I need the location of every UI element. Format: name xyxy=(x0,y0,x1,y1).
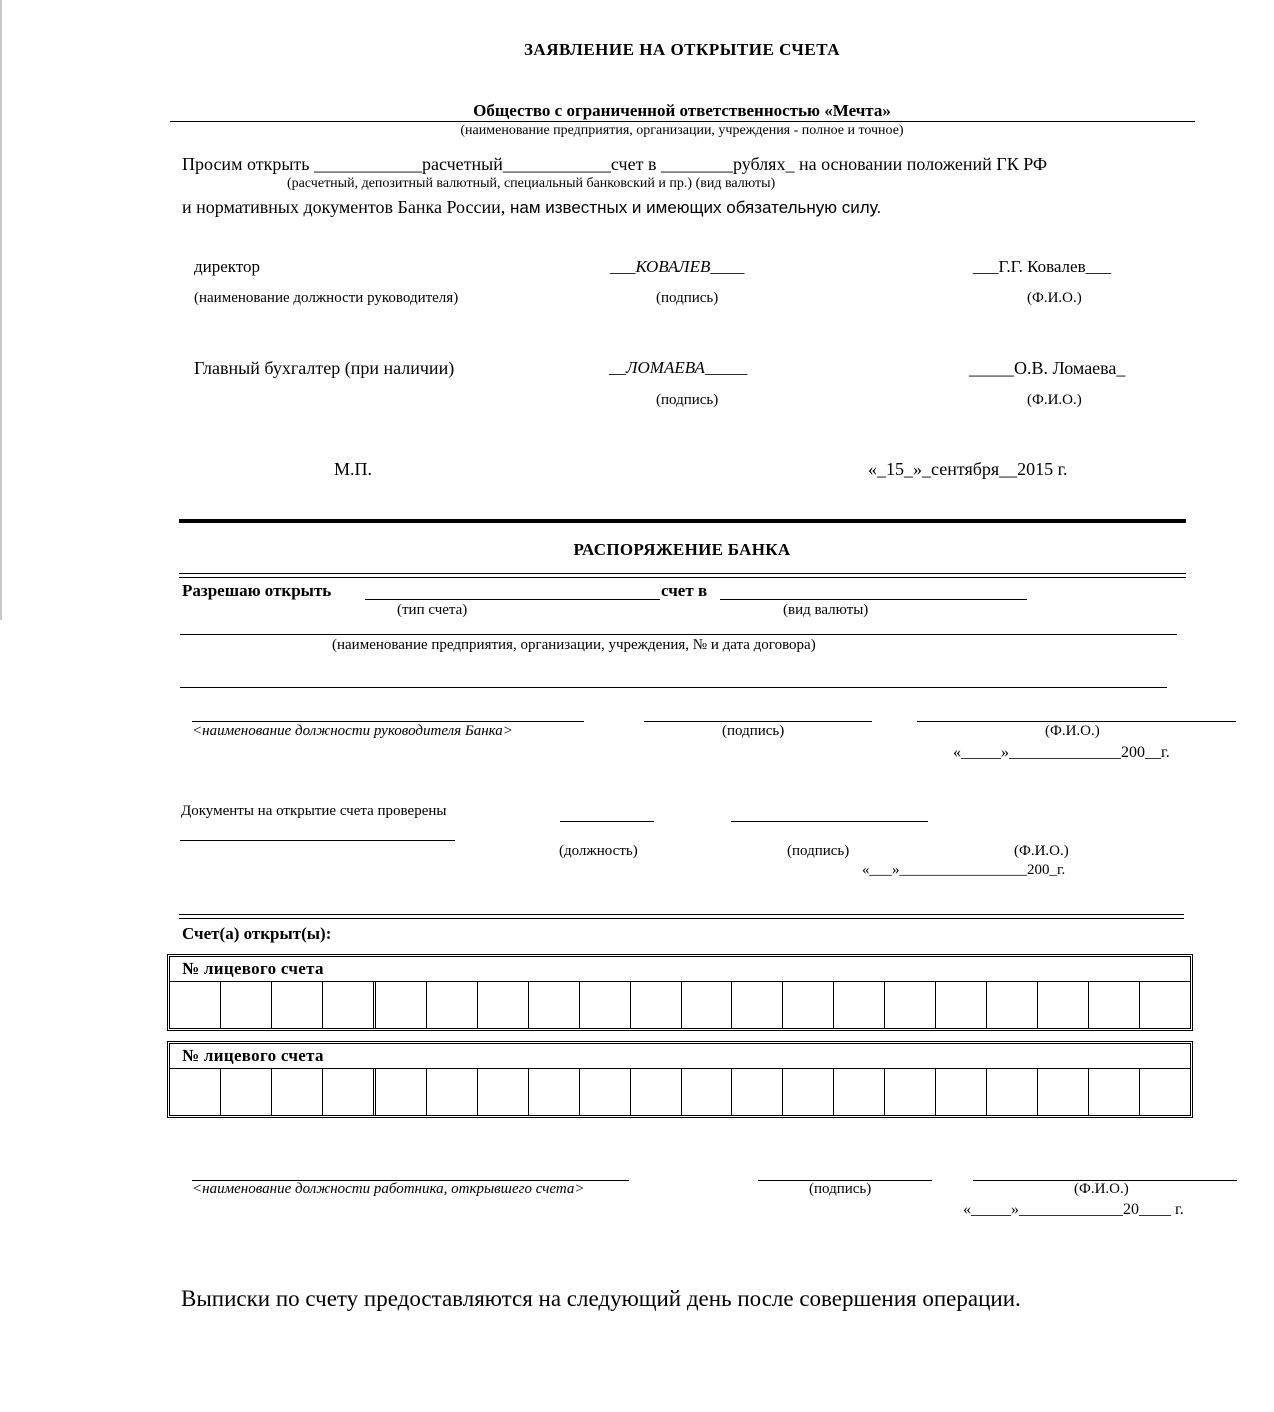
account-digit-cell[interactable] xyxy=(783,982,834,1028)
account-digit-cell[interactable] xyxy=(272,982,323,1028)
account-digit-cell[interactable] xyxy=(732,982,783,1028)
accountant-position[interactable]: Главный бухгалтер (при наличии) xyxy=(194,358,455,378)
account-digit-cell[interactable] xyxy=(376,982,427,1028)
accounts-divider xyxy=(179,914,1184,919)
director-name-hint: (Ф.И.О.) xyxy=(1027,290,1082,306)
account-digit-cell[interactable] xyxy=(1038,1069,1089,1115)
bank-manager-signature-hint: (подпись) xyxy=(722,723,785,739)
account-type-hint: (тип счета) xyxy=(397,602,468,618)
director-signature-value: КОВАЛЕВ xyxy=(635,257,711,276)
director-signature-pre: ___ xyxy=(610,257,636,276)
organization-underline xyxy=(170,121,1195,122)
bank-manager-position-hint: <наименование должности руководителя Банка> xyxy=(192,723,513,739)
account-digit-cell[interactable] xyxy=(221,982,272,1028)
account-digit-cell[interactable] xyxy=(478,1069,529,1115)
account-digit-cell[interactable] xyxy=(885,982,936,1028)
employee-signature-hint: (подпись) xyxy=(809,1181,872,1197)
request-blank-1[interactable]: ____________ xyxy=(314,154,423,174)
request-suffix: на основании положений ГК РФ xyxy=(798,154,1048,174)
employee-date[interactable]: «_____»_____________20____ г. xyxy=(963,1201,1184,1218)
accounts-opened-label: Счет(а) открыт(ы): xyxy=(182,924,332,943)
account-digit-cell[interactable] xyxy=(323,1069,376,1115)
request-hint: (расчетный, депозитный валютный, специальный банковский и пр.) (вид валюты) xyxy=(287,176,776,191)
account-digit-cell[interactable] xyxy=(987,1069,1038,1115)
account-digit-cell[interactable] xyxy=(427,982,478,1028)
extra-field-line[interactable] xyxy=(180,687,1167,688)
request-account-type[interactable]: расчетный xyxy=(422,154,503,174)
documents-signature-field[interactable] xyxy=(731,821,928,822)
bank-order-divider xyxy=(179,573,1186,578)
director-signature-post: ____ xyxy=(710,257,745,276)
accountant-signature[interactable] xyxy=(609,358,747,378)
organization-hint: (наименование предприятия, организации, учреждения - полное и точное) xyxy=(460,123,904,138)
document-title: ЗАЯВЛЕНИЕ НА ОТКРЫТИЕ СЧЕТА xyxy=(523,40,841,59)
bank-order-date[interactable]: «_____»______________200__г. xyxy=(953,744,1170,761)
account-digit-cell[interactable] xyxy=(323,982,376,1028)
documents-position-field[interactable] xyxy=(560,821,654,822)
permit-middle: счет в xyxy=(661,581,708,600)
account-digit-cell[interactable] xyxy=(834,1069,885,1115)
director-signature-hint: (подпись) xyxy=(656,290,719,306)
account-digit-cell[interactable] xyxy=(580,1069,631,1115)
request-account-in: счет в xyxy=(610,154,657,174)
documents-name-hint: (Ф.И.О.) xyxy=(1014,843,1069,859)
accountant-name[interactable]: _____О.В. Ломаева_ xyxy=(969,358,1126,378)
account-digit-cell[interactable] xyxy=(1140,1069,1190,1115)
section-divider-thick xyxy=(179,519,1186,523)
request-prefix: Просим открыть xyxy=(182,154,310,174)
account-digit-cell[interactable] xyxy=(987,982,1038,1028)
director-position-hint: (наименование должности руководителя) xyxy=(194,290,459,306)
documents-checked-label: Документы на открытие счета проверены xyxy=(181,803,447,819)
account-digit-cell[interactable] xyxy=(1140,982,1190,1028)
account-number-header: № лицевого счета xyxy=(170,957,1190,982)
account-digit-cell[interactable] xyxy=(631,982,682,1028)
page-edge-line xyxy=(0,0,2,620)
accountant-signature-post: _____ xyxy=(704,358,748,377)
request-currency[interactable]: рублях_ xyxy=(732,154,795,174)
stamp-label: М.П. xyxy=(334,459,373,479)
request-blank-2[interactable]: ____________ xyxy=(502,154,611,174)
account-digit-cell[interactable] xyxy=(272,1069,323,1115)
accountant-name-hint: (Ф.И.О.) xyxy=(1027,392,1082,408)
account-digit-cell[interactable] xyxy=(834,982,885,1028)
director-name[interactable]: ___Г.Г. Ковалев___ xyxy=(973,257,1112,276)
organization-contract-hint: (наименование предприятия, организации, учреждения, № и дата договора) xyxy=(332,637,816,653)
account-digit-cell[interactable] xyxy=(170,982,221,1028)
request-line xyxy=(182,154,1047,175)
account-digit-cell[interactable] xyxy=(1089,982,1140,1028)
request-line-2-serif: и нормативных документов Банка России, xyxy=(182,197,506,217)
currency-hint: (вид валюты) xyxy=(783,602,869,618)
request-blank-3[interactable]: ________ xyxy=(660,154,733,174)
request-line-2-sans: нам известных и имеющих обязательную силу. xyxy=(505,198,882,217)
account-digit-cell[interactable] xyxy=(221,1069,272,1115)
accountant-signature-hint: (подпись) xyxy=(656,392,719,408)
director-signature[interactable] xyxy=(610,257,744,277)
bank-manager-signature-field[interactable] xyxy=(644,721,872,722)
account-digit-cell[interactable] xyxy=(936,982,987,1028)
account-digit-cell[interactable] xyxy=(529,1069,580,1115)
account-digit-cell[interactable] xyxy=(885,1069,936,1115)
documents-extra-field[interactable] xyxy=(180,840,455,841)
permit-account-type-field[interactable] xyxy=(365,599,660,600)
account-digit-cell[interactable] xyxy=(631,1069,682,1115)
employee-position-hint: <наименование должности работника, открывшего счета> xyxy=(192,1181,585,1197)
statement-note: Выписки по счету предоставляются на следующий день после совершения операции. xyxy=(181,1286,1021,1311)
account-number-table-2 xyxy=(167,1041,1193,1118)
bank-manager-name-field[interactable] xyxy=(917,721,1236,722)
permit-currency-field[interactable] xyxy=(720,599,1027,600)
account-digit-cell[interactable] xyxy=(376,1069,427,1115)
account-digit-cell[interactable] xyxy=(170,1069,221,1115)
accountant-signature-pre: __ xyxy=(609,358,626,377)
bank-manager-name-hint: (Ф.И.О.) xyxy=(1045,723,1100,739)
account-number-header: № лицевого счета xyxy=(170,1044,1190,1069)
account-digit-cell[interactable] xyxy=(580,982,631,1028)
bank-order-title: РАСПОРЯЖЕНИЕ БАНКА xyxy=(573,540,791,559)
documents-date[interactable]: «___»_________________200_г. xyxy=(862,862,1066,878)
account-number-cells xyxy=(170,982,1190,1028)
employee-name-hint: (Ф.И.О.) xyxy=(1074,1181,1129,1197)
account-digit-cell[interactable] xyxy=(427,1069,478,1115)
documents-position-hint: (должность) xyxy=(559,843,638,859)
documents-signature-hint: (подпись) xyxy=(787,843,850,859)
bank-manager-position-field[interactable] xyxy=(192,721,584,722)
application-date[interactable]: «_15_»_сентября__2015 г. xyxy=(868,459,1068,479)
director-position[interactable]: директор xyxy=(194,257,261,276)
account-number-cells xyxy=(170,1069,1190,1115)
account-digit-cell[interactable] xyxy=(682,1069,733,1115)
accountant-signature-value: ЛОМАЕВА xyxy=(626,358,705,377)
request-line-2 xyxy=(182,197,881,218)
organization-name[interactable]: Общество с ограниченной ответственностью «Мечта» xyxy=(473,101,891,120)
account-digit-cell[interactable] xyxy=(682,982,733,1028)
organization-contract-field[interactable] xyxy=(180,634,1177,635)
account-digit-cell[interactable] xyxy=(529,982,580,1028)
account-number-table-1 xyxy=(167,954,1193,1031)
account-digit-cell[interactable] xyxy=(732,1069,783,1115)
account-digit-cell[interactable] xyxy=(478,982,529,1028)
permit-prefix: Разрешаю открыть xyxy=(182,581,332,600)
account-digit-cell[interactable] xyxy=(936,1069,987,1115)
account-digit-cell[interactable] xyxy=(1089,1069,1140,1115)
account-digit-cell[interactable] xyxy=(1038,982,1089,1028)
account-digit-cell[interactable] xyxy=(783,1069,834,1115)
